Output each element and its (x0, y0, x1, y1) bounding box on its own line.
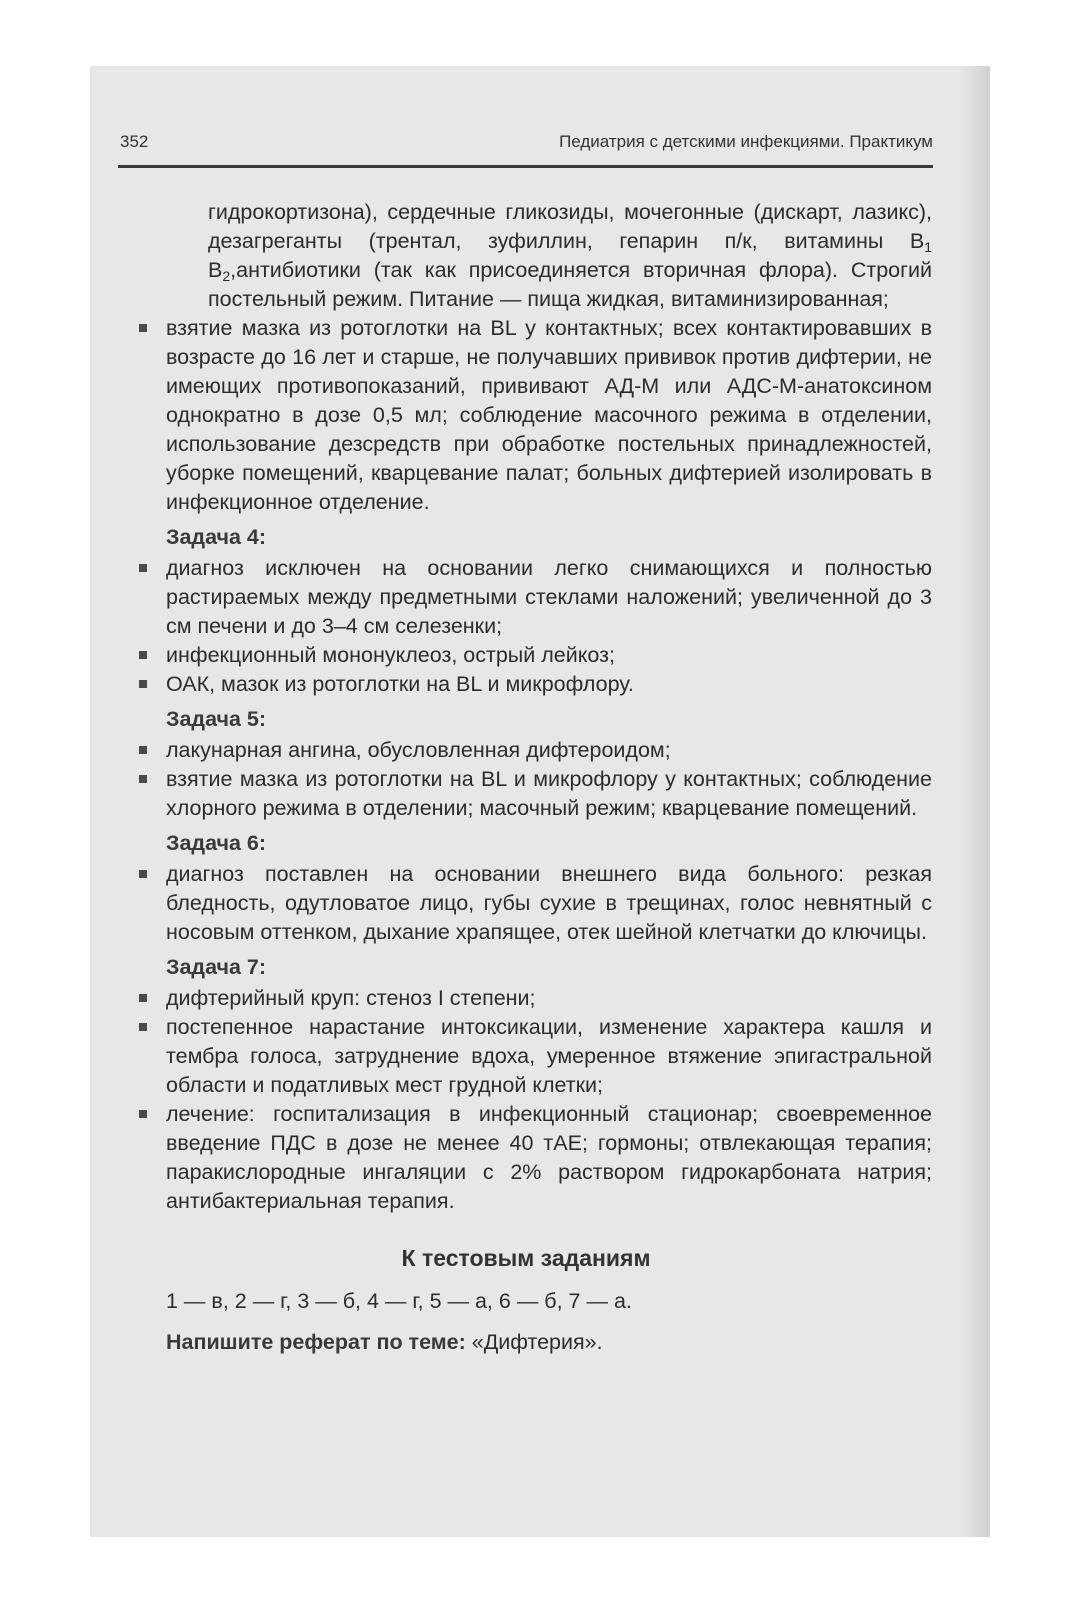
tests-heading: К тестовым заданиям (401, 1245, 651, 1271)
bullet-icon (139, 775, 147, 783)
bullet-icon (139, 324, 147, 332)
assignment-line (120, 1328, 932, 1357)
list-item (120, 736, 932, 765)
task-heading: Задача 5: (166, 707, 267, 731)
list-item (120, 860, 932, 947)
list-item-text: дифтерийный круп: стеноз I степени; (166, 986, 536, 1010)
list-item-text: ОАК, мазок из ротоглотки на BL и микрофлору. (166, 672, 634, 696)
page-edge-shadow (960, 66, 990, 1537)
vitamin-b2: В (208, 258, 223, 282)
task-heading: Задача 4: (166, 525, 267, 549)
continuation-text: гидрокортизона), сердечные гликозиды, мочегонные (дискарт, лазикс), дезагреганты (трентал, зуфиллин, гепарин п/к, витамины (208, 200, 932, 253)
list-item-text: взятие мазка из ротоглотки на BL и микрофлору у контактных; соблюдение хлорного режима в отделении; масочный режим; кварцевание помещений. (166, 767, 932, 820)
assignment-topic: «Дифтерия». (465, 1330, 603, 1354)
bullet-icon (139, 1023, 147, 1031)
header-rule (118, 165, 933, 168)
continuation-text-2: ,антибиотики (так как присоединяется вторичная флора). Строгий постельный режим. Питание — пища жидкая, витаминизированная; (208, 258, 932, 311)
assignment-label: Напишите реферат по теме: (166, 1330, 466, 1354)
vitamin-b1-subscript: 1 (924, 239, 932, 255)
list-item-text: диагноз поставлен на основании внешнего вида больного: резкая бледность, одутловатое лицо, губы сухие в трещинах, голос невнятный с носовым оттенком, дыхание храпящее, отек шейной клетчатки до ключицы. (166, 862, 932, 944)
list-item (120, 765, 932, 823)
list-item (120, 1013, 932, 1100)
list-item-text: лечение: госпитализация в инфекционный стационар; своевременное введение ПДС в дозе не менее 40 тАЕ; гормоны; отвлекающая терапия; паракислородные ингаляции с 2% раствором гидрокарбоната натрия; антибактериальная терапия. (166, 1102, 932, 1213)
bullet-icon (139, 564, 147, 572)
list-item (120, 1100, 932, 1216)
list-item (120, 554, 932, 641)
bullet-icon (139, 1110, 147, 1118)
list-item-text: инфекционный мононуклеоз, острый лейкоз; (166, 643, 615, 667)
page-number: 352 (120, 132, 149, 151)
vitamin-b1: В (909, 229, 925, 253)
vitamin-b2-subscript: 2 (222, 268, 231, 284)
bullet-icon (139, 746, 147, 754)
list-item (120, 641, 932, 670)
bullet-icon (139, 870, 147, 878)
list-item-text: постепенное нарастание интоксикации, изменение характера кашля и тембра голоса, затруднение вдоха, умеренное втяжение эпигастральной области и податливых мест грудной клетки; (166, 1015, 932, 1097)
list-item-text: лакунарная ангина, обусловленная дифтероидом; (166, 738, 671, 762)
bullet-icon (139, 651, 147, 659)
continuation-paragraph (120, 198, 932, 314)
task-heading: Задача 6: (166, 831, 267, 855)
bullet-icon (139, 994, 147, 1002)
bullet-icon (139, 680, 147, 688)
running-title: Педиатрия с детскими инфекциями. Практикум (559, 132, 933, 151)
list-item (120, 314, 932, 517)
list-item-text: диагноз исключен на основании легко снимающихся и полностью растираемых между предметными стеклами наложений; увеличенной до 3 см печени и до 3–4 см селезенки; (166, 556, 932, 638)
task-heading: Задача 7: (166, 955, 267, 979)
page-body (120, 198, 932, 1357)
test-answers: 1 — в, 2 — г, 3 — б, 4 — г, 5 — а, 6 — б, 7 — а. (166, 1289, 632, 1313)
list-item (120, 670, 932, 699)
list-item (120, 984, 932, 1013)
list-item-text: взятие мазка из ротоглотки на BL у контактных; всех контактировавших в возрасте до 16 лет и старше, не получавших прививок против дифтерии, не имеющих противопоказаний, прививают АД-М или АДС-М-анатоксином однократно в дозе 0,5 мл; соблюдение масочного режима в отделении, использование дезсредств при обработке постельных принадлежностей, уборке помещений, кварцевание палат; больных дифтерией изолировать в инфекционное отделение. (166, 316, 932, 514)
